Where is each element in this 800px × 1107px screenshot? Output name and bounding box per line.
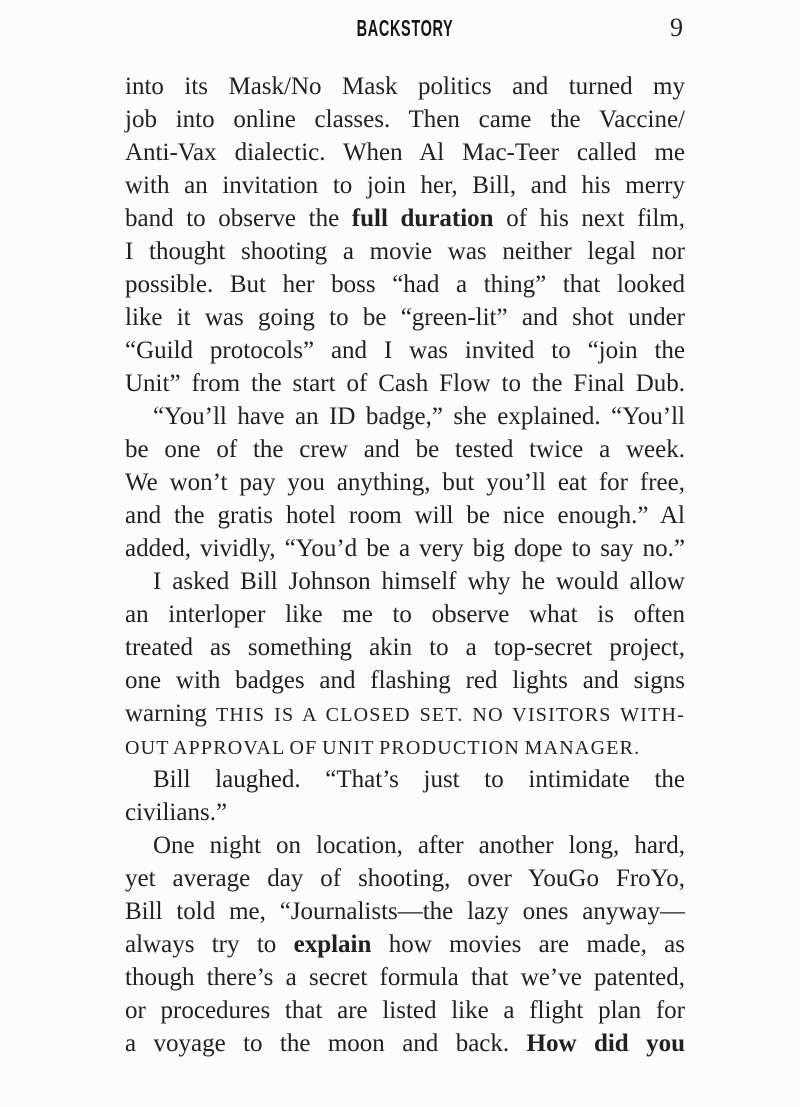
text-line	[125, 169, 685, 202]
body-text: We won’t pay you anything, but you’ll eat for free,	[125, 469, 685, 496]
text-line	[125, 730, 685, 763]
bold-text: full duration	[351, 205, 494, 232]
body-text: “You’ll have an ID badge,” she explained. “You’ll	[153, 403, 685, 430]
text-line	[125, 400, 685, 433]
text-line	[125, 697, 685, 730]
text-line	[125, 268, 685, 301]
page-number: 9	[670, 13, 683, 42]
text-line	[125, 895, 685, 928]
text-line	[125, 202, 685, 235]
body-text: I thought shooting a movie was neither legal nor	[125, 238, 685, 265]
smallcaps-text: OUT APPROVAL OF UNIT PRODUCTION MANAGER.	[125, 737, 641, 759]
body-text: always try to	[125, 931, 294, 958]
text-line	[125, 235, 685, 268]
body-text: Unit” from the start of Cash Flow to the Final Dub.	[125, 370, 685, 397]
text-line	[125, 796, 685, 829]
body-text: how movies are made, as	[371, 931, 685, 958]
body-text: warning	[125, 700, 216, 727]
body-text: a voyage to the moon and back.	[125, 1030, 527, 1057]
body-text: I asked Bill Johnson himself why he would allow	[153, 568, 685, 595]
text-line	[125, 70, 685, 103]
body-text: Bill laughed. “That’s just to intimidate the	[153, 766, 685, 793]
text-line	[125, 664, 685, 697]
body-text: or procedures that are listed like a flight plan for	[125, 997, 685, 1024]
body-text: with an invitation to join her, Bill, and his merry	[125, 172, 685, 199]
text-line	[125, 433, 685, 466]
text-line	[125, 928, 685, 961]
bold-text: How did you	[526, 1030, 685, 1057]
body-text: One night on location, after another long, hard,	[153, 832, 685, 859]
text-line	[125, 1027, 685, 1060]
body-text: and the gratis hotel room will be nice enough.” Al	[125, 502, 685, 529]
text-line	[125, 301, 685, 334]
body-text: “Guild protocols” and I was invited to “join the	[125, 337, 685, 364]
text-line	[125, 334, 685, 367]
running-head-title: BACKSTORY	[356, 15, 454, 41]
body-text: treated as something akin to a top-secret project,	[125, 634, 685, 661]
text-block	[125, 70, 685, 1060]
text-line	[125, 763, 685, 796]
bold-text: explain	[293, 931, 372, 958]
text-line	[125, 499, 685, 532]
body-text: possible. But her boss “had a thing” that looked	[125, 271, 685, 298]
text-line	[125, 136, 685, 169]
body-text: Anti-Vax dialectic. When Al Mac-Teer called me	[125, 139, 685, 166]
body-text: like it was going to be “green-lit” and shot under	[125, 304, 685, 331]
page-header	[125, 13, 685, 43]
body-text: band to observe the	[125, 205, 352, 232]
body-text: one with badges and flashing red lights and signs	[125, 667, 685, 694]
text-line	[125, 103, 685, 136]
body-text: yet average day of shooting, over YouGo FroYo,	[125, 865, 685, 892]
text-line	[125, 829, 685, 862]
text-line	[125, 961, 685, 994]
body-text: civilians.”	[125, 799, 228, 826]
body-text: Bill told me, “Journalists—the lazy ones anyway—	[125, 898, 685, 925]
body-text: though there’s a secret formula that we’ve patented,	[125, 964, 685, 991]
text-line	[125, 565, 685, 598]
text-line	[125, 631, 685, 664]
text-line	[125, 532, 685, 565]
body-text: job into online classes. Then came the Vaccine/	[125, 106, 685, 133]
body-text: of his next film,	[493, 205, 685, 232]
body-text: be one of the crew and be tested twice a week.	[125, 436, 685, 463]
smallcaps-text: THIS IS A CLOSED SET. NO VISITORS WITH-	[215, 704, 686, 726]
text-line	[125, 367, 685, 400]
body-text: into its Mask/No Mask politics and turned my	[125, 73, 685, 100]
text-line	[125, 994, 685, 1027]
text-line	[125, 862, 685, 895]
body-text: an interloper like me to observe what is often	[125, 601, 685, 628]
body-text: added, vividly, “You’d be a very big dope to say no.”	[125, 535, 685, 562]
text-line	[125, 598, 685, 631]
text-line	[125, 466, 685, 499]
